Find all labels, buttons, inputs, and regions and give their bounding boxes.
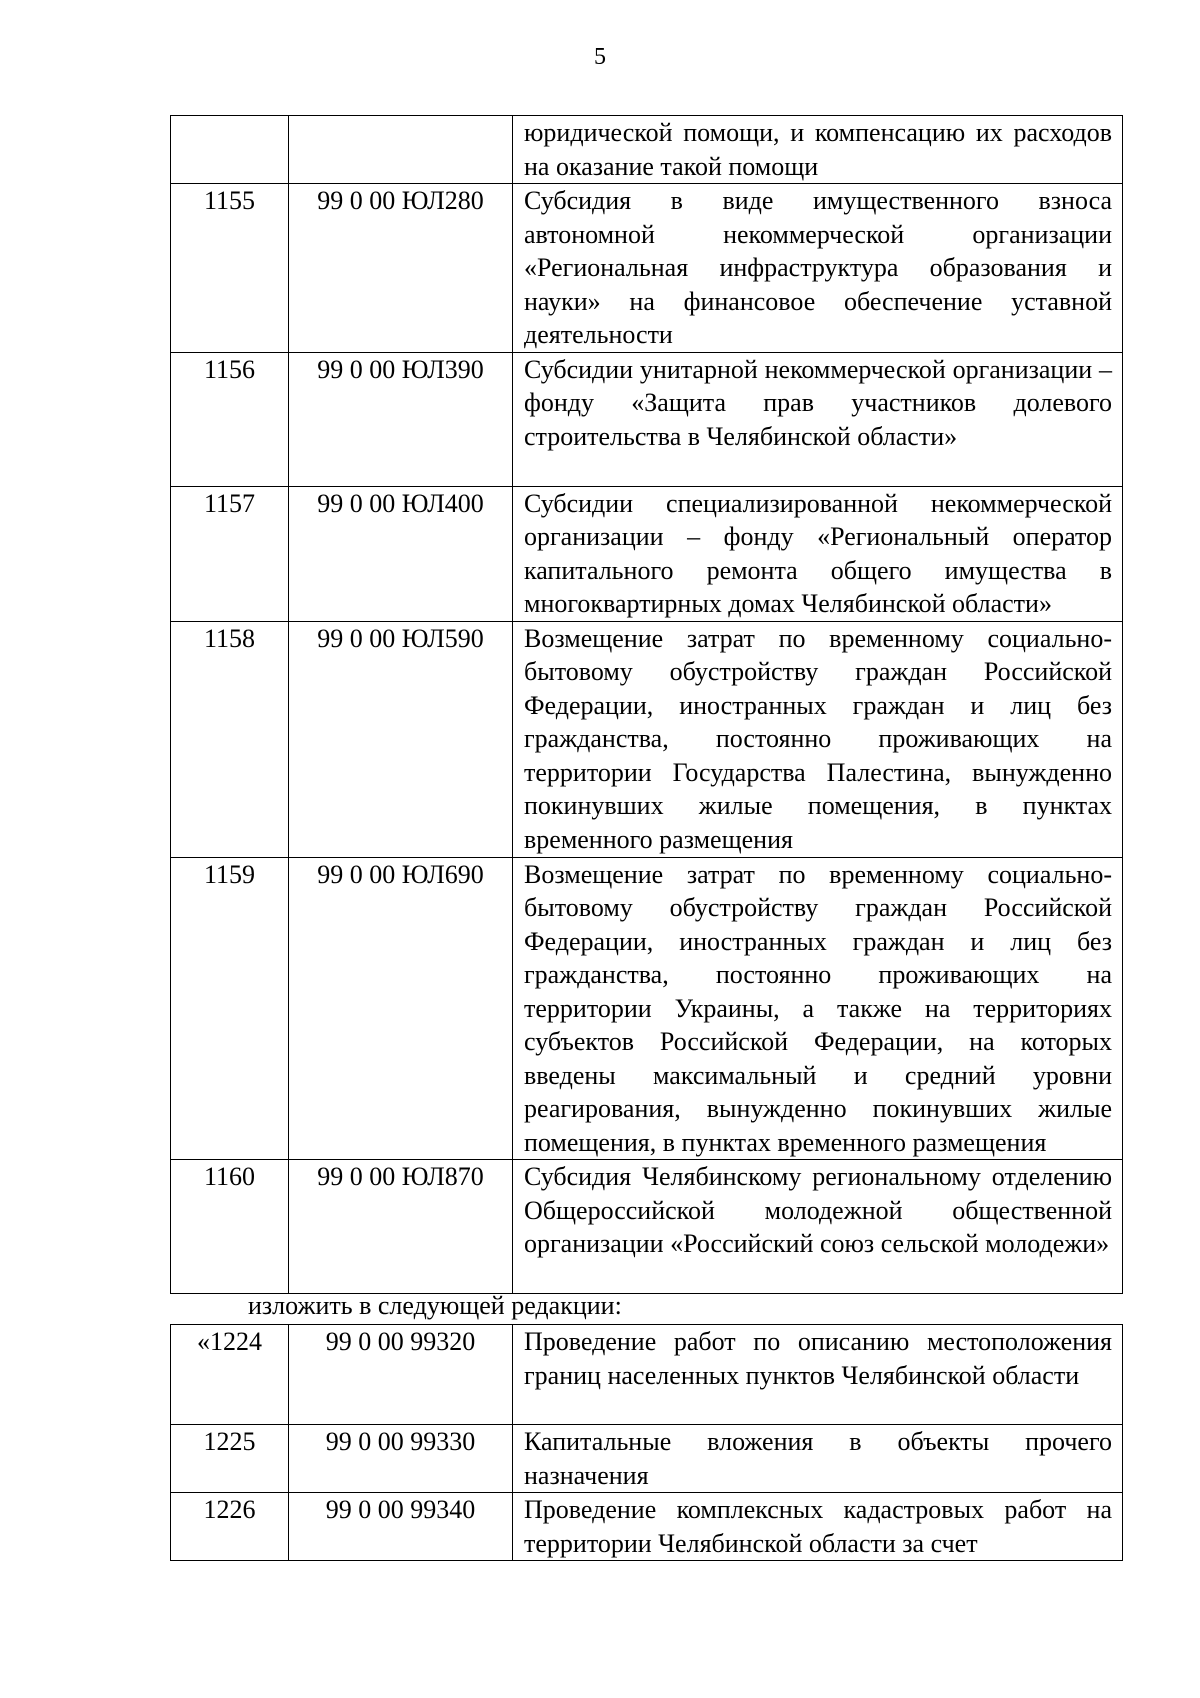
row-number-cell: 1225 [171, 1425, 289, 1493]
table-row [171, 116, 1123, 184]
row-number-cell: 1156 [171, 352, 289, 486]
description-cell: Капитальные вложения в объекты прочего назначения [513, 1425, 1123, 1493]
description-cell: Проведение комплексных кадастровых работ на территории Челябинской области за счет [513, 1493, 1123, 1561]
budget-items-table-2 [170, 1324, 1123, 1561]
budget-items-table-1 [170, 115, 1123, 1294]
description-cell: Возмещение затрат по временному социально-бытовому обустройству граждан Российской Федерации, иностранных граждан и лиц без гражданства, постоянно проживающих на территории Государства Палестина, вынужденно покинувших жилые помещения, в пунктах временного размещения [513, 621, 1123, 857]
table-row [171, 486, 1123, 621]
row-number-cell: «1224 [171, 1325, 289, 1425]
table-row [171, 1493, 1123, 1561]
description-cell: Возмещение затрат по временному социально-бытовому обустройству граждан Российской Федерации, иностранных граждан и лиц без гражданства, постоянно проживающих на территории Украины, а также на территориях субъектов Российской Федерации, на которых введены максимальный и средний уровни реагирования, вынужденно покинувших жилые помещения, в пунктах временного размещения [513, 857, 1123, 1160]
target-code-cell: 99 0 00 ЮЛ870 [289, 1160, 513, 1294]
row-number-cell: 1158 [171, 621, 289, 857]
description-cell: Субсидии унитарной некоммерческой организации – фонду «Защита прав участников долевого строительства в Челябинской области» [513, 352, 1123, 486]
target-code-cell: 99 0 00 99340 [289, 1493, 513, 1561]
table-row [171, 1425, 1123, 1493]
description-cell: Проведение работ по описанию местоположения границ населенных пунктов Челябинской области [513, 1325, 1123, 1425]
target-code-cell: 99 0 00 ЮЛ390 [289, 352, 513, 486]
table-row [171, 621, 1123, 857]
description-cell: Субсидия в виде имущественного взноса автономной некоммерческой организации «Региональная инфраструктура образования и науки» на финансовое обеспечение уставной деятельности [513, 184, 1123, 353]
table-row [171, 184, 1123, 353]
target-code-cell: 99 0 00 99330 [289, 1425, 513, 1493]
table-row [171, 1325, 1123, 1425]
description-cell: Субсидия Челябинскому региональному отделению Общероссийской молодежной общественной организации «Российский союз сельской молодежи» [513, 1160, 1123, 1294]
target-code-cell: 99 0 00 ЮЛ690 [289, 857, 513, 1160]
target-code-cell: 99 0 00 99320 [289, 1325, 513, 1425]
row-number-cell: 1155 [171, 184, 289, 353]
row-number-cell: 1226 [171, 1493, 289, 1561]
target-code-cell: 99 0 00 ЮЛ590 [289, 621, 513, 857]
target-code-cell: 99 0 00 ЮЛ280 [289, 184, 513, 353]
page-number: 5 [594, 44, 606, 70]
row-number-cell [171, 116, 289, 184]
description-cell: юридической помощи, и компенсацию их расходов на оказание такой помощи [513, 116, 1123, 184]
table-row [171, 1160, 1123, 1294]
row-number-cell: 1157 [171, 486, 289, 621]
amendment-caption: изложить в следующей редакции: [248, 1291, 622, 1320]
target-code-cell: 99 0 00 ЮЛ400 [289, 486, 513, 621]
description-cell: Субсидии специализированной некоммерческой организации – фонду «Региональный оператор капитального ремонта общего имущества в многоквартирных домах Челябинской области» [513, 486, 1123, 621]
table-row [171, 857, 1123, 1160]
row-number-cell: 1159 [171, 857, 289, 1160]
table-row [171, 352, 1123, 486]
row-number-cell: 1160 [171, 1160, 289, 1294]
target-code-cell [289, 116, 513, 184]
